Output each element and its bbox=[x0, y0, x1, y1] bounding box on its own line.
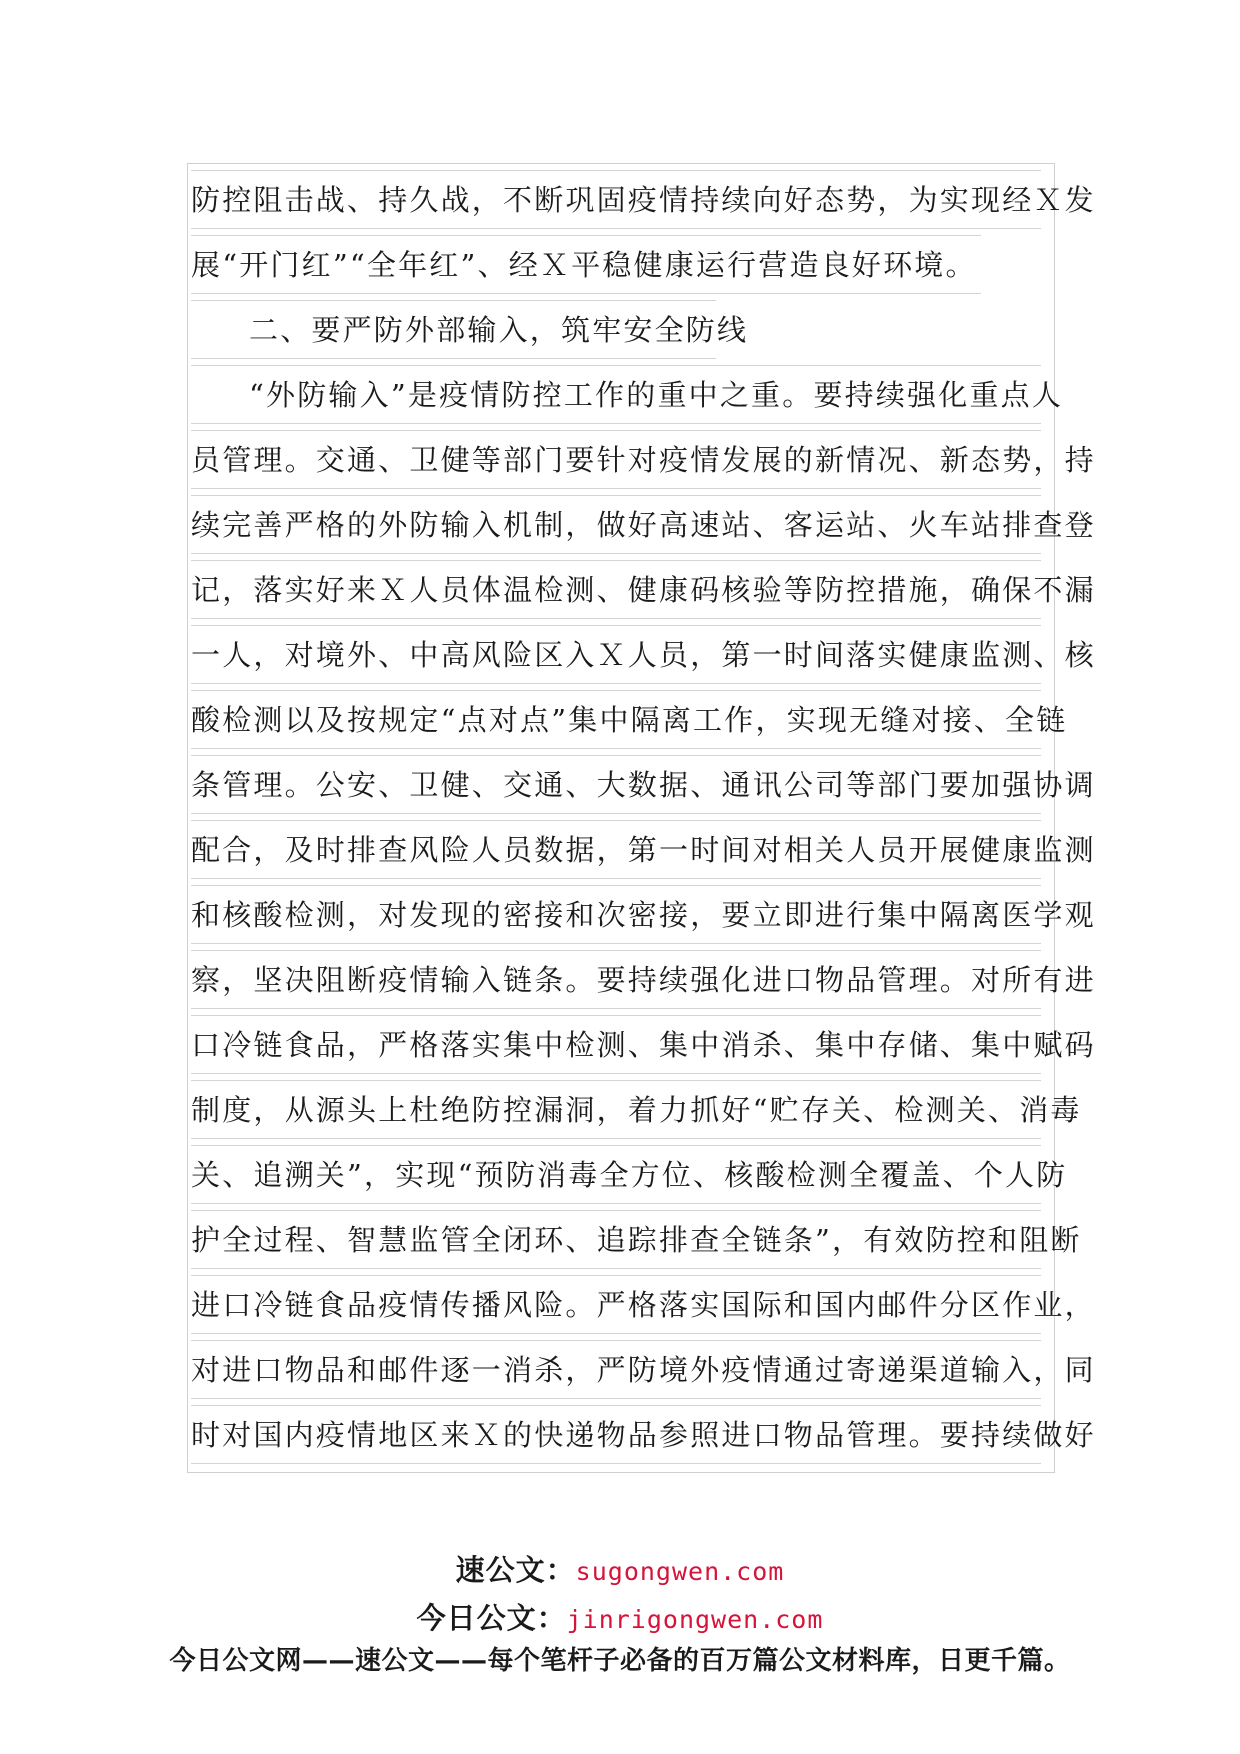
line-text: 和核酸检测，对发现的密接和次密接，要立即进行集中隔离医学观 bbox=[191, 898, 1096, 932]
text-line bbox=[191, 428, 1096, 493]
footer-tagline bbox=[0, 1640, 1240, 1677]
document-body bbox=[191, 168, 1096, 1468]
line-text: 防控阻击战、持久战，不断巩固疫情持续向好态势，为实现经Ｘ发 bbox=[191, 183, 1096, 217]
text-line bbox=[191, 493, 1096, 558]
line-text: “外防输入”是疫情防控工作的重中之重。要持续强化重点人 bbox=[249, 378, 1064, 412]
text-line bbox=[191, 363, 1064, 428]
line-text: 进口冷链食品疫情传播风险。严格落实国际和国内邮件分区作业， bbox=[191, 1288, 1096, 1322]
site2-link[interactable]: jinrigongwen.com bbox=[566, 1605, 824, 1634]
line-text: 展“开门红”“全年红”、经Ｘ平稳健康运行营造良好环境。 bbox=[191, 248, 977, 282]
line-text: 记，落实好来Ｘ人员体温检测、健康码核验等防控措施，确保不漏 bbox=[191, 573, 1096, 607]
heading-text: 二、要严防外部输入，筑牢安全防线 bbox=[249, 313, 749, 347]
text-line bbox=[191, 168, 1096, 233]
text-line bbox=[191, 948, 1096, 1013]
text-line bbox=[191, 1013, 1096, 1078]
text-line bbox=[191, 1338, 1096, 1403]
tagline-text: 今日公文网——速公文——每个笔杆子必备的百万篇公文材料库，日更千篇。 bbox=[169, 1646, 1071, 1676]
line-text: 关、追溯关”，实现“预防消毒全方位、核酸检测全覆盖、个人防 bbox=[191, 1158, 1068, 1192]
line-text: 员管理。交通、卫健等部门要针对疫情发展的新情况、新态势，持 bbox=[191, 443, 1096, 477]
line-text: 配合，及时排查风险人员数据，第一时间对相关人员开展健康监测 bbox=[191, 833, 1096, 867]
line-text: 对进口物品和邮件逐一消杀，严防境外疫情通过寄递渠道输入，同 bbox=[191, 1353, 1096, 1387]
line-text: 一人，对境外、中高风险区入Ｘ人员，第一时间落实健康监测、核 bbox=[191, 638, 1096, 672]
line-text: 条管理。公安、卫健、交通、大数据、通讯公司等部门要加强协调 bbox=[191, 768, 1096, 802]
line-text: 酸检测以及按规定“点对点”集中隔离工作，实现无缝对接、全链 bbox=[191, 703, 1068, 737]
text-line bbox=[191, 623, 1096, 688]
text-line bbox=[191, 1403, 1096, 1468]
site1-link[interactable]: sugongwen.com bbox=[575, 1557, 785, 1586]
site1-label: 速公文： bbox=[455, 1553, 576, 1587]
line-text: 护全过程、智慧监管全闭环、追踪排查全链条”，有效防控和阻断 bbox=[191, 1223, 1082, 1257]
line-text: 口冷链食品，严格落实集中检测、集中消杀、集中存储、集中赋码 bbox=[191, 1028, 1096, 1062]
text-line bbox=[191, 1273, 1096, 1338]
text-line bbox=[191, 558, 1096, 623]
footer-site-2 bbox=[0, 1596, 1240, 1637]
text-line bbox=[191, 688, 1068, 753]
text-line bbox=[191, 818, 1096, 883]
line-text: 续完善严格的外防输入机制，做好高速站、客运站、火车站排查登 bbox=[191, 508, 1096, 542]
line-text: 时对国内疫情地区来Ｘ的快递物品参照进口物品管理。要持续做好 bbox=[191, 1418, 1096, 1452]
line-text: 察，坚决阻断疫情输入链条。要持续强化进口物品管理。对所有进 bbox=[191, 963, 1096, 997]
line-text: 制度，从源头上杜绝防控漏洞，着力抓好“贮存关、检测关、消毒 bbox=[191, 1093, 1082, 1127]
text-line bbox=[191, 1078, 1082, 1143]
site2-label: 今日公文： bbox=[416, 1601, 567, 1635]
text-line bbox=[191, 753, 1096, 818]
text-line bbox=[191, 1208, 1082, 1273]
footer-site-1 bbox=[0, 1548, 1240, 1589]
text-line bbox=[191, 233, 981, 298]
text-line bbox=[191, 883, 1096, 948]
section-heading bbox=[191, 298, 749, 363]
text-line bbox=[191, 1143, 1068, 1208]
